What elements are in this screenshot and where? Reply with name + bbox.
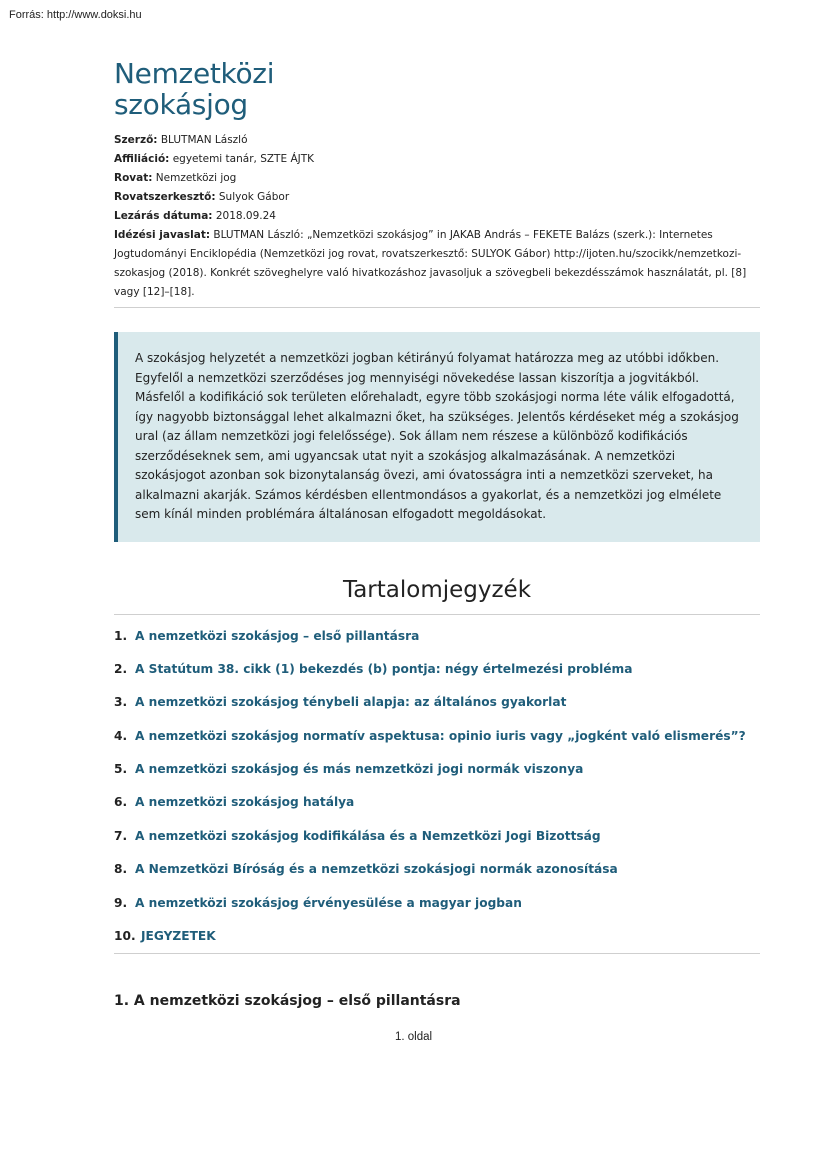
toc-number: 7. [114,828,128,843]
toc-item [114,629,760,662]
meta-citation [114,226,760,302]
meta-section [114,169,760,188]
toc-link[interactable]: A nemzetközi szokásjog ténybeli alapja: az általános gyakorlat [135,695,567,710]
toc-link[interactable]: A nemzetközi szokásjog kodifikálása és a Nemzetközi Jogi Bizottság [135,828,601,843]
title-line-2: szokásjog [114,88,248,121]
meta-author-label: Szerző: [114,134,158,146]
meta-editor [114,188,760,207]
meta-closing-value: 2018.09.24 [215,210,276,222]
toc-number: 3. [114,695,128,710]
toc-link[interactable]: A Statútum 38. cikk (1) bekezdés (b) pontja: négy értelmezési probléma [135,661,633,676]
article-metadata [114,131,760,302]
toc-link[interactable]: A nemzetközi szokásjog hatálya [135,795,355,810]
toc-link[interactable]: A nemzetközi szokásjog és más nemzetközi jogi normák viszonya [135,762,584,777]
toc-item [114,662,760,695]
abstract-box: A szokásjog helyzetét a nemzetközi jogban kétirányú folyamat határozza meg az utóbbi időkben. Egyfelől a nemzetközi szerződéses jog mennyiségi növekedése lassan kiszorítja a jogvitákból. Másfelől a kodifikáció sok területen előrehaladt, egyre több szokásjogi norma léte válik elfogadottá, így nagyobb biztonsággal lehet alkalmazni őket, ha szükséges. Jelentős kérdéseket még a szokásjog ural (az állam nemzetközi jogi felelőssége). Sok állam nem részese a különböző kodifikációs szerződéseknek sem, ami ugyancsak utat nyit a szokásjog alkalmazásának. A nemzetközi szokásjogot azonban sok bizonytalanság övezi, ami óvatosságra inti a nemzetközi szerveket, ha alkalmazni akarják. Számos kérdésben ellentmondásos a gyakorlat, és a nemzetközi jog elmélete sem kínál minden problémára általánosan elfogadott megoldásokat. [114,332,760,542]
toc-item [114,762,760,795]
title-line-1: Nemzetközi [114,57,275,90]
toc-number: 8. [114,862,128,877]
meta-section-label: Rovat: [114,172,153,184]
meta-citation-label: Idézési javaslat: [114,229,211,241]
meta-section-value: Nemzetközi jog [155,172,237,184]
toc-number: 9. [114,895,128,910]
toc-link[interactable]: JEGYZETEK [141,929,216,944]
toc-title: Tartalomjegyzék [342,576,532,603]
toc-link[interactable]: A Nemzetközi Bíróság és a nemzetközi szokásjogi normák azonosítása [135,862,618,877]
toc-number: 2. [114,661,128,676]
meta-editor-value: Sulyok Gábor [218,191,290,203]
meta-affiliation-value: egyetemi tanár, SZTE ÁJTK [172,153,315,165]
meta-author [114,131,760,150]
toc-item [114,695,760,728]
toc-item [114,896,760,929]
toc-item [114,729,760,762]
toc-number: 5. [114,762,128,777]
section-heading: 1. A nemzetközi szokásjog – első pillantásra [114,993,461,1010]
divider [114,307,760,308]
toc-number: 4. [114,728,128,743]
meta-affiliation [114,150,760,169]
meta-editor-label: Rovatszerkesztő: [114,191,216,203]
toc-item [114,929,760,962]
toc-link[interactable]: A nemzetközi szokásjog érvényesülése a magyar jogban [135,895,522,910]
table-of-contents [114,629,760,963]
article-title [114,58,760,120]
toc-number: 10. [114,929,136,944]
meta-closing-date [114,207,760,226]
toc-number: 1. [114,628,128,643]
meta-affiliation-label: Affiliáció: [114,153,170,165]
toc-link[interactable]: A nemzetközi szokásjog normatív aspektusa: opinio iuris vagy „jogként való elismerés”? [135,728,746,743]
toc-item [114,862,760,895]
divider [114,614,760,615]
toc-item [114,829,760,862]
article [114,58,760,1010]
page-number: 1. oldal [394,1031,433,1043]
source-label: Forrás: http://www.doksi.hu [9,9,142,21]
toc-link[interactable]: A nemzetközi szokásjog – első pillantásra [135,628,420,643]
meta-author-value: BLUTMAN László [160,134,248,146]
toc-item [114,795,760,828]
toc-number: 6. [114,795,128,810]
meta-citation-value: BLUTMAN László: „Nemzetközi szokásjog” in JAKAB András – FEKETE Balázs (szerk.): Internetes Jogtudományi Enciklopédia (Nemzetközi jog rovat, rovatszerkesztő: SULYOK Gábor) http://ijoten.hu/szocikk/nemzetkozi-szokasjog (2018). Konkrét szöveghelyre való hivatkozáshoz javasoljuk a szövegbeli bekezdésszámok használatát, pl. [8] vagy [12]–[18]. [114,229,747,298]
meta-closing-label: Lezárás dátuma: [114,210,213,222]
